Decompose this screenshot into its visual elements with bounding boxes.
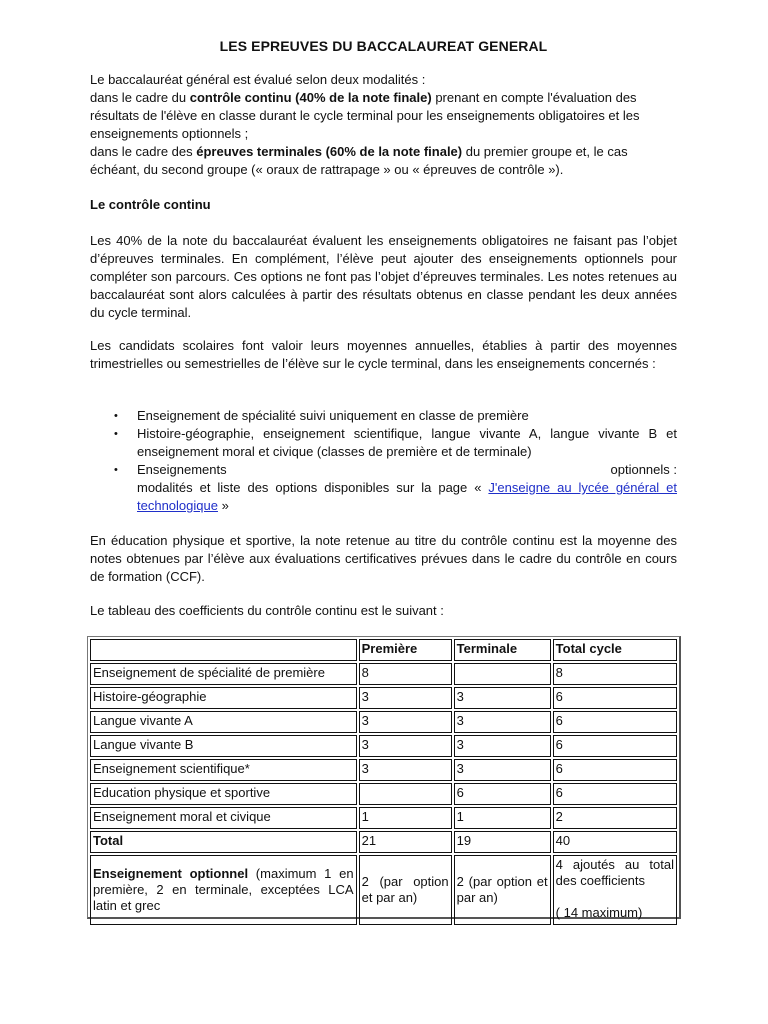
total-terminale-cell: 19 xyxy=(454,831,551,853)
terminale-cell xyxy=(454,663,551,685)
intro-item-1-prefix: dans le cadre du xyxy=(90,90,190,105)
header-cell-premiere: Première xyxy=(359,639,452,661)
optional-label-bold: Enseignement optionnel xyxy=(93,866,249,881)
bullet-text: Histoire-géographie, enseignement scientifique, langue vivante A, langue vivante B et enseignement moral et civique (classes de première et de terminale) xyxy=(137,426,677,459)
table-row xyxy=(90,807,677,829)
bullet-item xyxy=(90,407,677,425)
subject-cell: Enseignement scientifique* xyxy=(90,759,357,781)
coefficients-table xyxy=(88,637,679,927)
total-cell: 6 xyxy=(553,783,677,805)
total-cell: 6 xyxy=(553,711,677,733)
paragraph-controle-continu: Les 40% de la note du baccalauréat évaluent les enseignements obligatoires ne faisant pas l’objet d’épreuves terminales. En complément, l’élève peut ajouter des enseignements optionnels pour compléter son parcours. Ces options ne font pas l’objet d’épreuves terminales. Les notes retenues au baccalauréat sont alors calculées à partir des résultats obtenus en classe pendant les deux années du cycle terminal. xyxy=(90,233,677,320)
optional-total-line1: 4 ajoutés au total des coefficients xyxy=(555,857,674,888)
header-cell-empty xyxy=(90,639,357,661)
table-optional-row xyxy=(90,855,677,925)
intro-item-2-bold: épreuves terminales (60% de la note finale) xyxy=(196,144,463,159)
bullet-item xyxy=(90,461,677,515)
intro-item-1-suffix: prenant en compte l'évaluation des résultats de l'élève en classe durant le cycle terminal pour les enseignements obligatoires et les enseignements optionnels ; xyxy=(90,90,640,141)
paragraph-candidats: Les candidats scolaires font valoir leurs moyennes annuelles, établies à partir des moyennes trimestrielles ou semestrielles de l’élève sur le cycle terminal, dans les enseignements concernés : xyxy=(90,338,677,371)
total-cell: 6 xyxy=(553,687,677,709)
premiere-cell: 3 xyxy=(359,687,452,709)
subject-cell: Education physique et sportive xyxy=(90,783,357,805)
total-label-cell: Total xyxy=(90,831,357,853)
optional-label-cell xyxy=(90,855,357,925)
optional-total-spacer xyxy=(556,889,674,905)
table-row xyxy=(90,759,677,781)
header-cell-terminale: Terminale xyxy=(454,639,551,661)
table-row xyxy=(90,663,677,685)
total-premiere-cell: 21 xyxy=(359,831,452,853)
bullet-line-split xyxy=(137,461,677,479)
intro-item-1-bold: contrôle continu (40% de la note finale) xyxy=(189,90,432,105)
paragraph-eps: En éducation physique et sportive, la note retenue au titre du contrôle continu est la moyenne des notes obtenues par l’élève aux évaluations certificatives prévues dans le cadre du contrôle en cours de formation (CCF). xyxy=(90,533,677,584)
terminale-cell: 3 xyxy=(454,759,551,781)
subject-cell: Enseignement de spécialité de première xyxy=(90,663,357,685)
bullet-icon: • xyxy=(114,464,118,476)
bullet-icon: • xyxy=(114,410,118,422)
coefficients-table-frame xyxy=(87,636,681,919)
bullet-item xyxy=(90,425,677,461)
total-cycle-cell: 40 xyxy=(553,831,677,853)
terminale-cell: 6 xyxy=(454,783,551,805)
total-cell: 6 xyxy=(553,735,677,757)
terminale-cell: 1 xyxy=(454,807,551,829)
header-cell-total-cycle: Total cycle xyxy=(553,639,677,661)
table-row xyxy=(90,711,677,733)
optional-total-line2: ( 14 maximum) xyxy=(555,905,643,920)
bullet-text-suffix: » xyxy=(217,498,229,513)
terminale-cell: 3 xyxy=(454,735,551,757)
premiere-cell: 3 xyxy=(359,711,452,733)
table-row xyxy=(90,735,677,757)
optional-premiere-cell: 2 (par option et par an) xyxy=(359,855,452,925)
subject-cell: Langue vivante B xyxy=(90,735,357,757)
terminale-cell: 3 xyxy=(454,711,551,733)
bullet-text: modalités et liste des options disponibles sur la page « xyxy=(137,480,489,495)
subject-cell: Enseignement moral et civique xyxy=(90,807,357,829)
premiere-cell: 3 xyxy=(359,735,452,757)
bullet-text: Enseignement de spécialité suivi uniquement en classe de première xyxy=(137,408,529,423)
page-title: LES EPREUVES DU BACCALAUREAT GENERAL xyxy=(219,38,548,54)
intro-item-2-prefix: dans le cadre des xyxy=(90,144,197,159)
bullet-icon: • xyxy=(114,428,118,440)
premiere-cell: 3 xyxy=(359,759,452,781)
table-row xyxy=(90,687,677,709)
premiere-cell: 8 xyxy=(359,663,452,685)
intro-item-2-suffix: du premier groupe et, le cas échéant, du second groupe (« oraux de rattrapage » ou « épreuves de contrôle »). xyxy=(90,144,628,177)
subject-cell: Langue vivante A xyxy=(90,711,357,733)
optional-label-rest: (maximum 1 en première, 2 en terminale, exceptées LCA latin et grec xyxy=(93,866,354,913)
table-total-row xyxy=(90,831,677,853)
intro-paragraph xyxy=(90,71,677,179)
terminale-cell: 3 xyxy=(454,687,551,709)
total-cell: 6 xyxy=(553,759,677,781)
bullet-list xyxy=(90,407,677,515)
total-cell: 2 xyxy=(553,807,677,829)
premiere-cell xyxy=(359,783,452,805)
paragraph-table-intro: Le tableau des coefficients du contrôle continu est le suivant : xyxy=(90,603,444,618)
intro-line: Le baccalauréat général est évalué selon deux modalités : xyxy=(90,72,426,87)
bullet-text-left: Enseignements xyxy=(137,462,227,477)
optional-total-cell xyxy=(553,855,677,925)
table-header-row xyxy=(90,639,677,661)
premiere-cell: 1 xyxy=(359,807,452,829)
subject-cell: Histoire-géographie xyxy=(90,687,357,709)
table-row xyxy=(90,783,677,805)
section-heading: Le contrôle continu xyxy=(90,197,211,212)
optional-terminale-cell: 2 (par option et par an) xyxy=(454,855,551,925)
lycee-general-link[interactable]: J'enseigne au lycée général et technologique xyxy=(137,480,677,513)
total-cell: 8 xyxy=(553,663,677,685)
bullet-text-right: optionnels : xyxy=(610,462,677,477)
